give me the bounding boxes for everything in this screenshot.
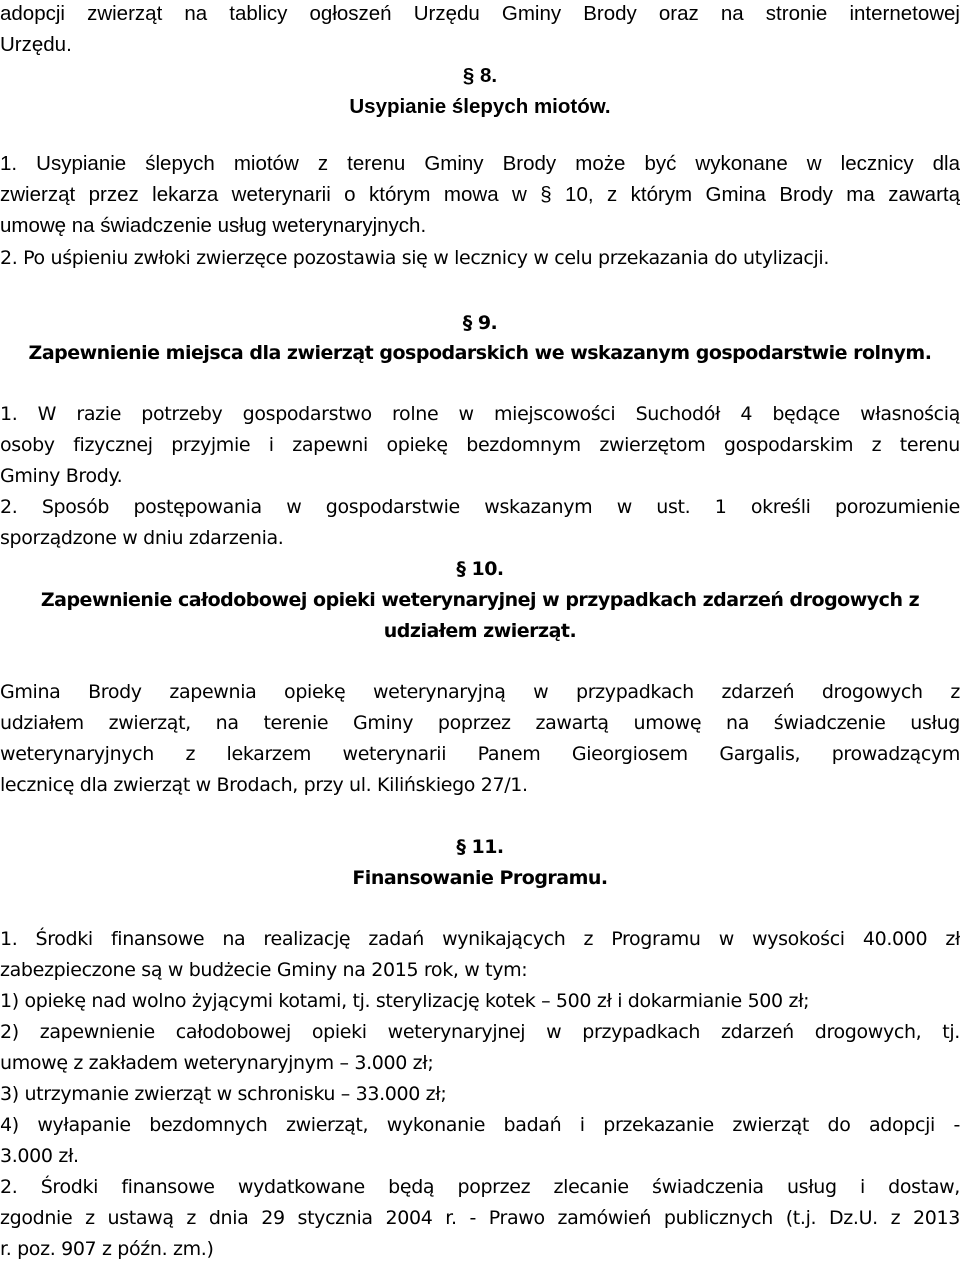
- section-11-list-item-4-line-1: 4) wyłapanie bezdomnych zwierząt, wykonanie badań i przekazanie zwierząt do adopcji -: [0, 1114, 960, 1136]
- section-8-title: Usypianie ślepych miotów.: [349, 95, 611, 118]
- section-10-title-line-1: Zapewnienie całodobowej opieki weterynaryjnej w przypadkach zdarzeń drogowych z: [40, 589, 920, 611]
- section-8-p1-line-3: umowę na świadczenie usług weterynaryjnych.: [0, 214, 427, 237]
- section-11-list-item-2-line-1: 2) zapewnienie całodobowej opieki weterynaryjnej w przypadkach zdarzeń drogowych, tj.: [0, 1021, 960, 1043]
- section-9-title: Zapewnienie miejsca dla zwierząt gospodarskich we wskazanym gospodarstwie rolnym.: [28, 342, 932, 364]
- section-11-list-item-4-line-2: 3.000 zł.: [0, 1145, 79, 1167]
- section-11-p1-line-1: 1. Środki finansowe na realizację zadań wynikających z Programu w wysokości 40.000 zł: [0, 928, 960, 950]
- section-10-p1-line-2: udziałem zwierząt, na terenie Gminy poprzez zawartą umowę na świadczenie usług: [0, 712, 960, 734]
- section-8-p2: 2. Po uśpieniu zwłoki zwierzęce pozostawia się w lecznicy w celu przekazania do utylizacji.: [0, 247, 830, 269]
- section-11-p2-line-2: zgodnie z ustawą z dnia 29 stycznia 2004 r. - Prawo zamówień publicznych (t.j. Dz.U. z 2013: [0, 1207, 960, 1229]
- section-10-p1-line-3: weterynaryjnych z lekarzem weterynarii Panem Gieorgiosem Gargalis, prowadzącym: [0, 743, 960, 765]
- section-10-number: § 10.: [456, 558, 504, 580]
- section-9-p1-line-1: 1. W razie potrzeby gospodarstwo rolne w miejscowości Suchodół 4 będące własnością: [0, 403, 960, 425]
- section-9-p2-line-1: 2. Sposób postępowania w gospodarstwie wskazanym w ust. 1 określi porozumienie: [0, 496, 960, 518]
- section-8-p1-line-2: zwierząt przez lekarza weterynarii o którym mowa w § 10, z którym Gmina Brody ma zawartą: [0, 183, 960, 206]
- intro-line-1: adopcji zwierząt na tablicy ogłoszeń Urzędu Gminy Brody oraz na stronie internetowej: [0, 2, 960, 25]
- section-11-list-item-2-line-2: umowę z zakładem weterynaryjnym – 3.000 zł;: [0, 1052, 434, 1074]
- section-11-title: Finansowanie Programu.: [352, 867, 608, 889]
- section-9-p1-line-3: Gminy Brody.: [0, 465, 123, 487]
- section-11-p1-line-2: zabezpieczone są w budżecie Gminy na 2015 rok, w tym:: [0, 959, 528, 981]
- section-11-list-item-3: 3) utrzymanie zwierząt w schronisku – 33.000 zł;: [0, 1083, 447, 1105]
- section-8-number: § 8.: [462, 64, 498, 87]
- section-9-number: § 9.: [462, 312, 498, 334]
- section-10-title-line-2: udziałem zwierząt.: [383, 620, 577, 642]
- section-11-list-item-1: 1) opiekę nad wolno żyjącymi kotami, tj. sterylizację kotek – 500 zł i dokarmianie 500 zł;: [0, 990, 810, 1012]
- section-8-p1-line-1: 1. Usypianie ślepych miotów z terenu Gminy Brody może być wykonane w lecznicy dla: [0, 152, 960, 175]
- section-10-p1-line-4: lecznicę dla zwierząt w Brodach, przy ul. Kilińskiego 27/1.: [0, 774, 528, 796]
- section-11-p2-line-1: 2. Środki finansowe wydatkowane będą poprzez zlecanie świadczenia usług i dostaw,: [0, 1176, 960, 1198]
- section-11-number: § 11.: [456, 836, 504, 858]
- section-9-p1-line-2: osoby fizycznej przyjmie i zapewni opiekę bezdomnym zwierzętom gospodarskim z terenu: [0, 434, 960, 456]
- section-10-p1-line-1: Gmina Brody zapewnia opiekę weterynaryjną w przypadkach zdarzeń drogowych z: [0, 681, 960, 703]
- section-9-p2-line-2: sporządzone w dniu zdarzenia.: [0, 527, 284, 549]
- intro-line-2: Urzędu.: [0, 33, 72, 56]
- section-11-p2-line-3: r. poz. 907 z późn. zm.): [0, 1238, 214, 1260]
